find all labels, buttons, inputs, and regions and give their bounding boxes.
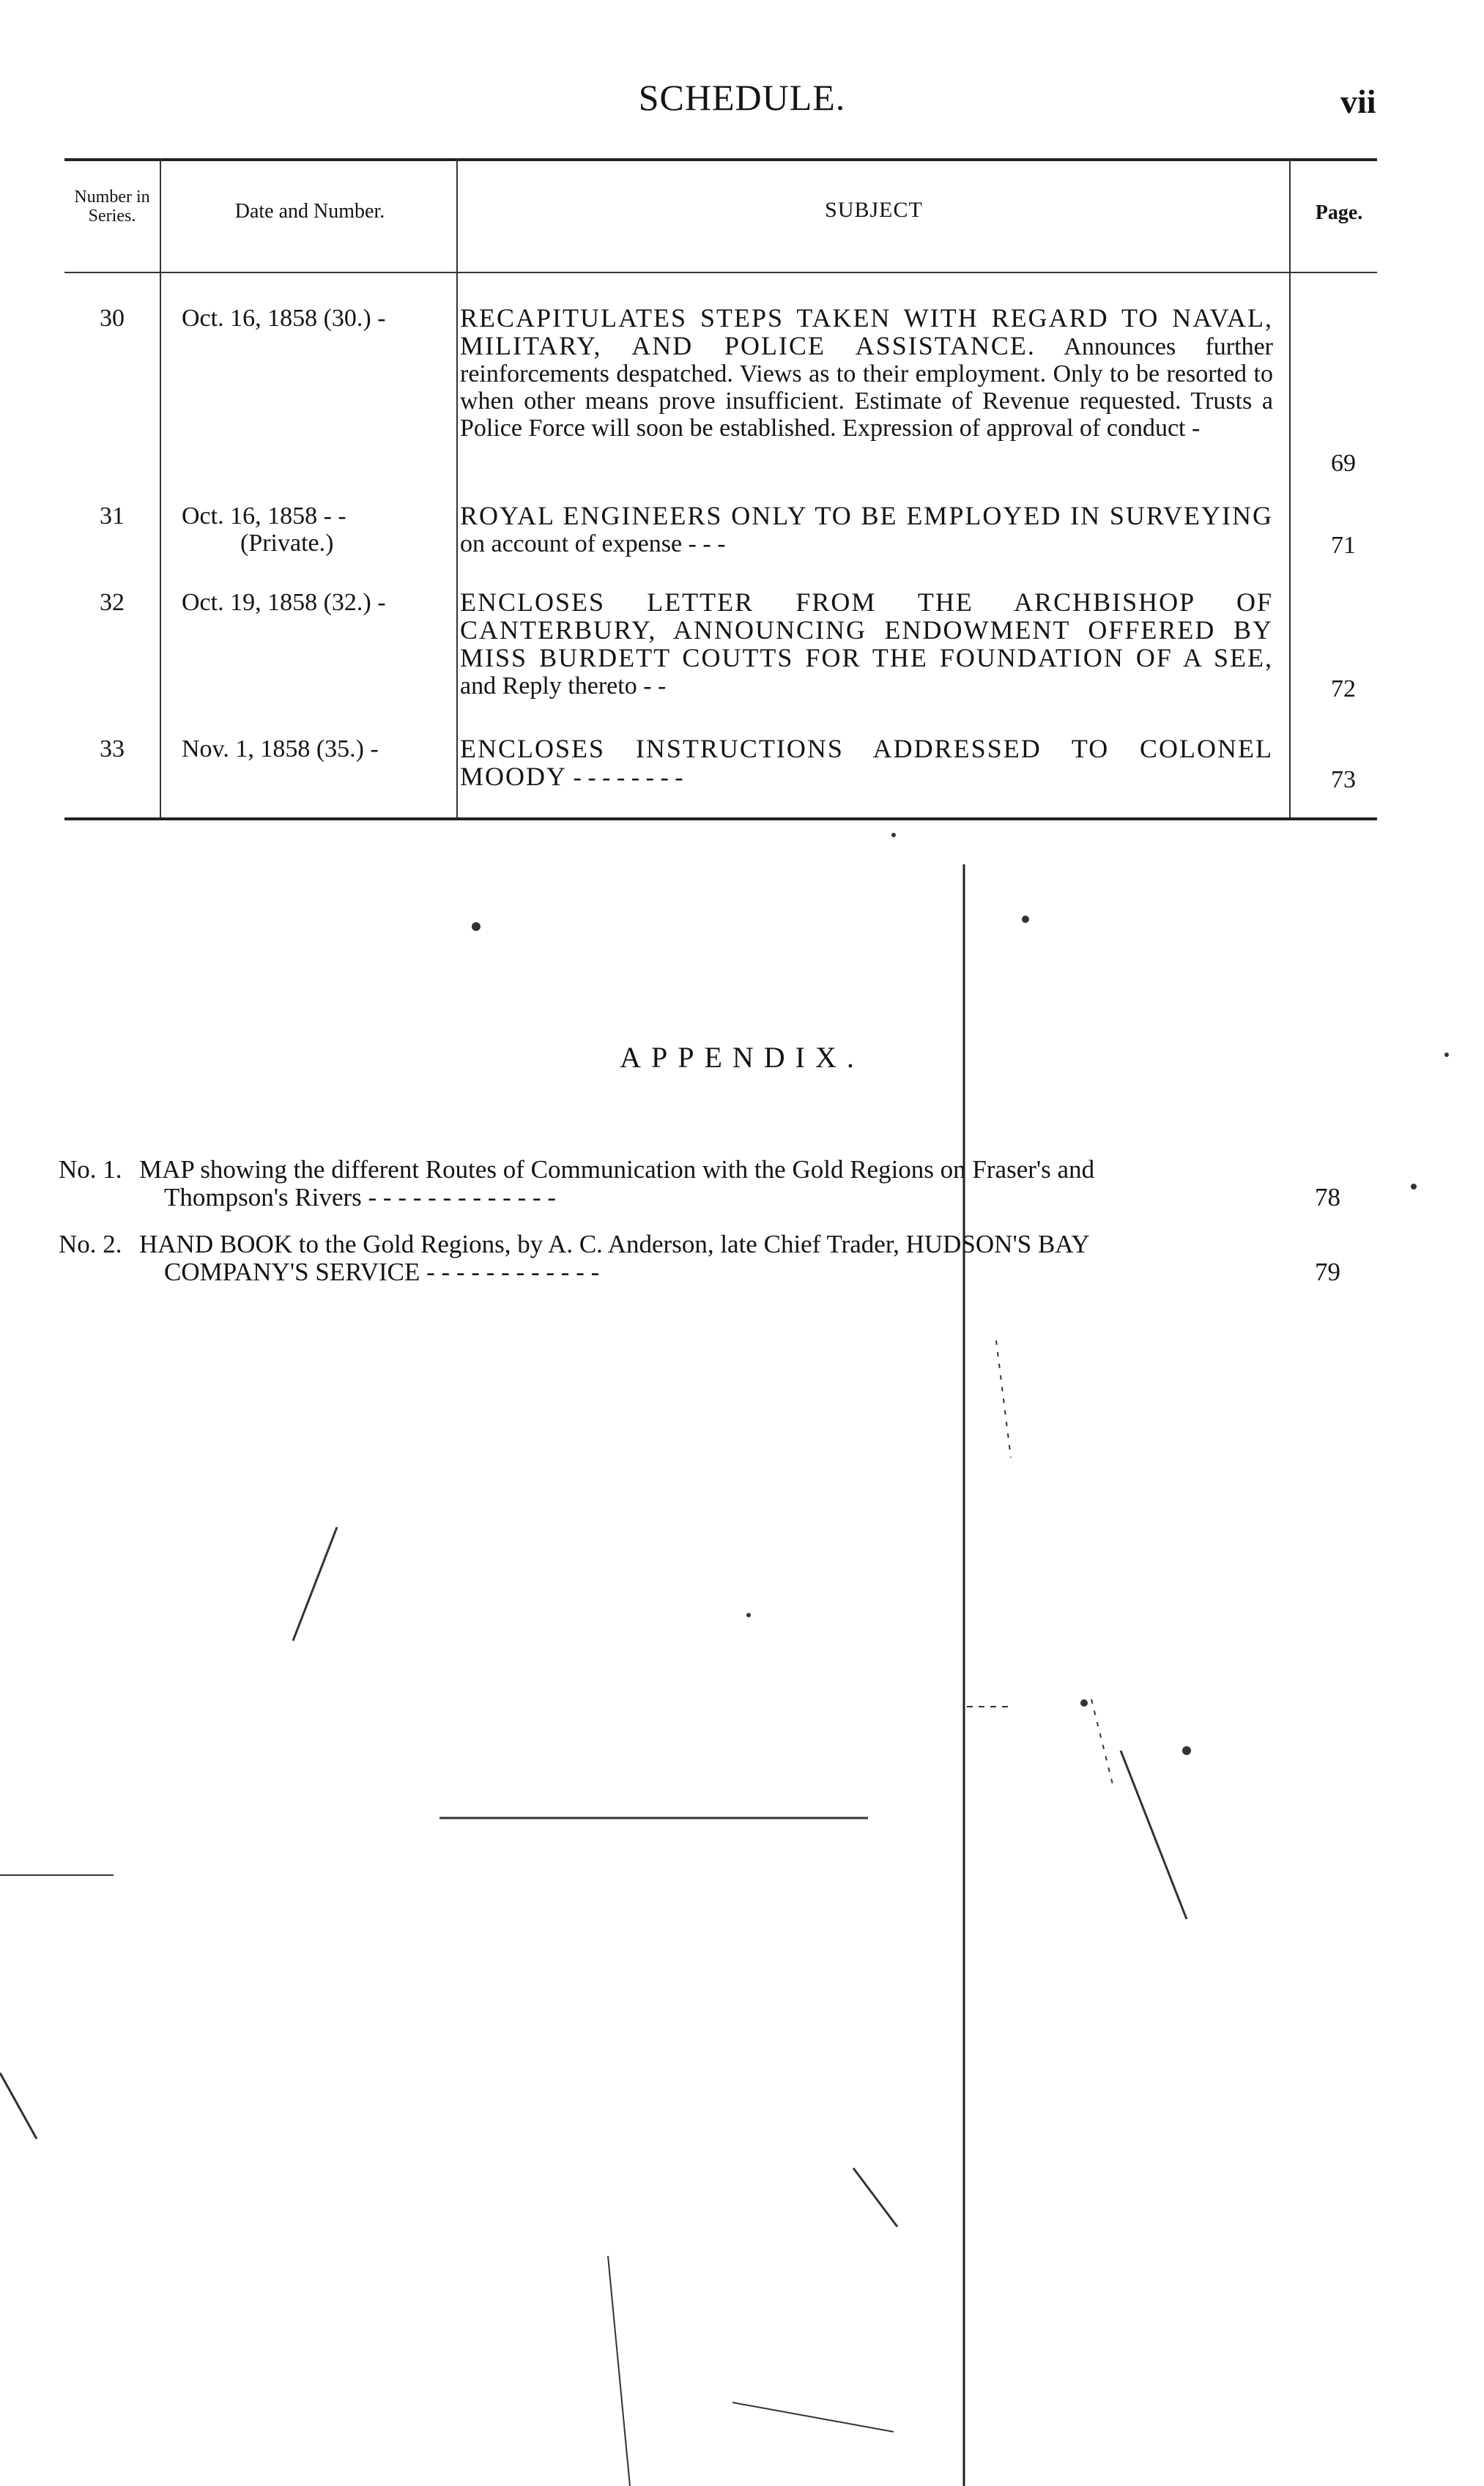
appendix-item-line: Thompson's Rivers - - - - - - - - - - - - - bbox=[164, 1183, 557, 1212]
column-header-page: Page. bbox=[1315, 201, 1363, 224]
row-date-note: (Private.) bbox=[240, 530, 334, 557]
scan-stroke-mark bbox=[608, 2256, 630, 2486]
scan-dashed-mark bbox=[996, 1340, 1011, 1458]
appendix-item-line: HAND BOOK to the Gold Regions, by A. C. Anderson, late Chief Trader, HUDSON'S BAY bbox=[139, 1230, 1090, 1258]
row-subject-caps: RECAPITULATES STEPS TAKEN WITH REGARD TO NAVAL, MILITARY, AND POLICE ASSISTANCE. bbox=[460, 303, 1273, 360]
scan-speck bbox=[1022, 916, 1029, 923]
appendix-heading: APPENDIX. bbox=[620, 1041, 864, 1074]
row-page: 73 bbox=[1331, 766, 1356, 793]
row-subject-caps: ENCLOSES INSTRUCTIONS ADDRESSED TO COLONEL MOODY bbox=[460, 734, 1273, 791]
appendix-item-line: COMPANY'S SERVICE - - - - - - - - - - - - bbox=[164, 1258, 600, 1286]
scan-speck bbox=[1182, 1746, 1191, 1755]
scan-speck bbox=[1411, 1184, 1417, 1190]
scan-stroke-mark bbox=[293, 1527, 337, 1641]
page-number: vii bbox=[1340, 83, 1376, 120]
column-header-number: Number in Series. bbox=[74, 188, 150, 226]
appendix-item-label: No. 2. bbox=[59, 1230, 122, 1258]
row-subject-caps: ENCLOSES LETTER FROM THE ARCHBISHOP OF CANTERBURY, ANNOUNCING ENDOWMENT OFFERED BY MISS BURDETT COUTTS FOR THE FOUNDATION OF A SEE, bbox=[460, 587, 1273, 672]
scan-stroke-mark bbox=[853, 2168, 897, 2227]
scan-speck bbox=[472, 922, 481, 931]
row-date: Oct. 19, 1858 (32.) - bbox=[182, 589, 386, 616]
row-subject-text: Announces further reinforcements despatched. Views as to their employment. Only to be resorted to when other means prove insufficient. Estimate of Revenue requested. Trusts a Police Force will soon be established. Expression of approval of conduct - bbox=[460, 333, 1273, 442]
column-header-date: Date and Number. bbox=[234, 200, 385, 223]
row-page: 71 bbox=[1331, 532, 1356, 559]
appendix-item-line: MAP showing the different Routes of Communication with the Gold Regions on Fraser's and bbox=[139, 1155, 1095, 1184]
scan-speck bbox=[746, 1613, 751, 1617]
appendix-item-page: 78 bbox=[1315, 1183, 1340, 1212]
row-number: 33 bbox=[100, 735, 125, 763]
row-page: 69 bbox=[1331, 450, 1356, 477]
row-date-text: Oct. 16, 1858 - - bbox=[182, 502, 346, 530]
column-header-subject: SUBJECT bbox=[825, 198, 923, 222]
scan-speck bbox=[891, 833, 896, 837]
appendix-item-label: No. 1. bbox=[59, 1155, 122, 1184]
scan-stroke-mark bbox=[1121, 1751, 1187, 1919]
row-subject-text: - - - - - - - - bbox=[573, 764, 683, 791]
scan-speck bbox=[1444, 1053, 1449, 1057]
row-date: Oct. 16, 1858 (30.) - bbox=[182, 305, 386, 332]
row-subject-text: and Reply thereto - - bbox=[460, 672, 667, 700]
row-page: 72 bbox=[1331, 675, 1356, 702]
row-date: Nov. 1, 1858 (35.) - bbox=[182, 735, 379, 763]
scan-speck bbox=[1080, 1699, 1088, 1707]
row-subject-caps: ROYAL ENGINEERS ONLY TO BE EMPLOYED IN SURVEYING bbox=[460, 501, 1273, 530]
scan-stroke-mark bbox=[0, 2073, 37, 2139]
running-title: SCHEDULE. bbox=[638, 77, 846, 118]
scan-stroke-mark bbox=[732, 2402, 894, 2432]
row-number: 30 bbox=[100, 305, 125, 332]
scan-dashed-mark bbox=[1091, 1699, 1113, 1787]
row-number: 31 bbox=[100, 502, 125, 530]
appendix-item-page: 79 bbox=[1315, 1258, 1340, 1286]
row-number: 32 bbox=[100, 589, 125, 616]
row-subject-text: on account of expense - - - bbox=[460, 530, 726, 557]
